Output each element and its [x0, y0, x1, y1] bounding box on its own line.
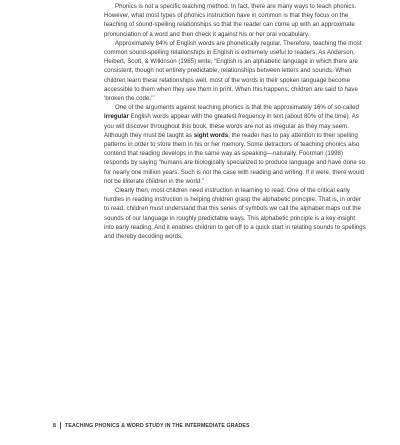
term-sight-words: sight words — [193, 131, 229, 139]
paragraph-3-text-a: One of the arguments against teaching phonics is that the approximately 16% of so-called — [115, 104, 359, 112]
term-irregular: irregular — [104, 113, 129, 121]
page-number: 8 — [53, 422, 57, 429]
running-title: TEACHING PHONICS & WORD STUDY IN THE INTERMEDIATE GRADES — [65, 422, 250, 429]
body-text — [104, 2, 366, 241]
paragraph-3 — [104, 103, 366, 186]
paragraph-2 — [104, 39, 366, 103]
paragraph-2-text: Approximately 84% of English words are phonetically regular. Therefore, teaching the most common sound-spelling relationships in English is extremely useful to readers. As Anderson, Heibert, Scott, & Wilkinson (1985) write, “English is an alphabetic language in which there are consistent, though not entirely predictable, relationships between letters and sounds. When children learn these relationships well, most of the words in their spoken language become accessible to them when they see them in print. When this happens, children are said to have ‘broken the code.’” — [104, 39, 362, 103]
paragraph-1 — [104, 2, 366, 39]
paragraph-1-text: Phonics is not a specific teaching method. In fact, there are many ways to teach phonics. However, what most types of phonics instruction have in common is that they focus on the teaching of sound-spelling relationships so that the reader can come up with an approximate pronunciation of a word and then check it against his or her oral vocabulary. — [104, 3, 357, 38]
paragraph-3-text-b: English words appear with the greatest frequency in text (about 80% of the time). As you will discover throughout this book, these words are not as irregular as they may seem. Although they must be taught as — [104, 113, 359, 139]
footer-divider — [60, 422, 61, 429]
paragraph-4 — [104, 186, 366, 241]
paragraph-3-text-c: , the reader has to pay attention to their spelling patterns in order to store them in his or her memory. Some detractors of teaching phonics also contend that reading develops in the same way as speaking—naturally. Foorman (1998) responds by saying “humans are biologically specialized to produce language and have done so for nearly one million years. Such is not the case with reading and writing. If it were, there would not be illiterate children in the world.” — [104, 131, 365, 185]
page-footer — [53, 422, 250, 429]
paragraph-4-text: Clearly then, most children need instruction in learning to read. One of the critical early hurdles in reading instruction is helping children grasp the alphabetic principle. That is, in order to read, children must understand that this series of symbols we call the alphabet maps out the sounds of our language in roughly predictable ways. This alphabetic principle is a key insight into early reading. And it enables children to get off to a quick start in relating sounds to spellings and thereby decoding words. — [104, 187, 366, 241]
